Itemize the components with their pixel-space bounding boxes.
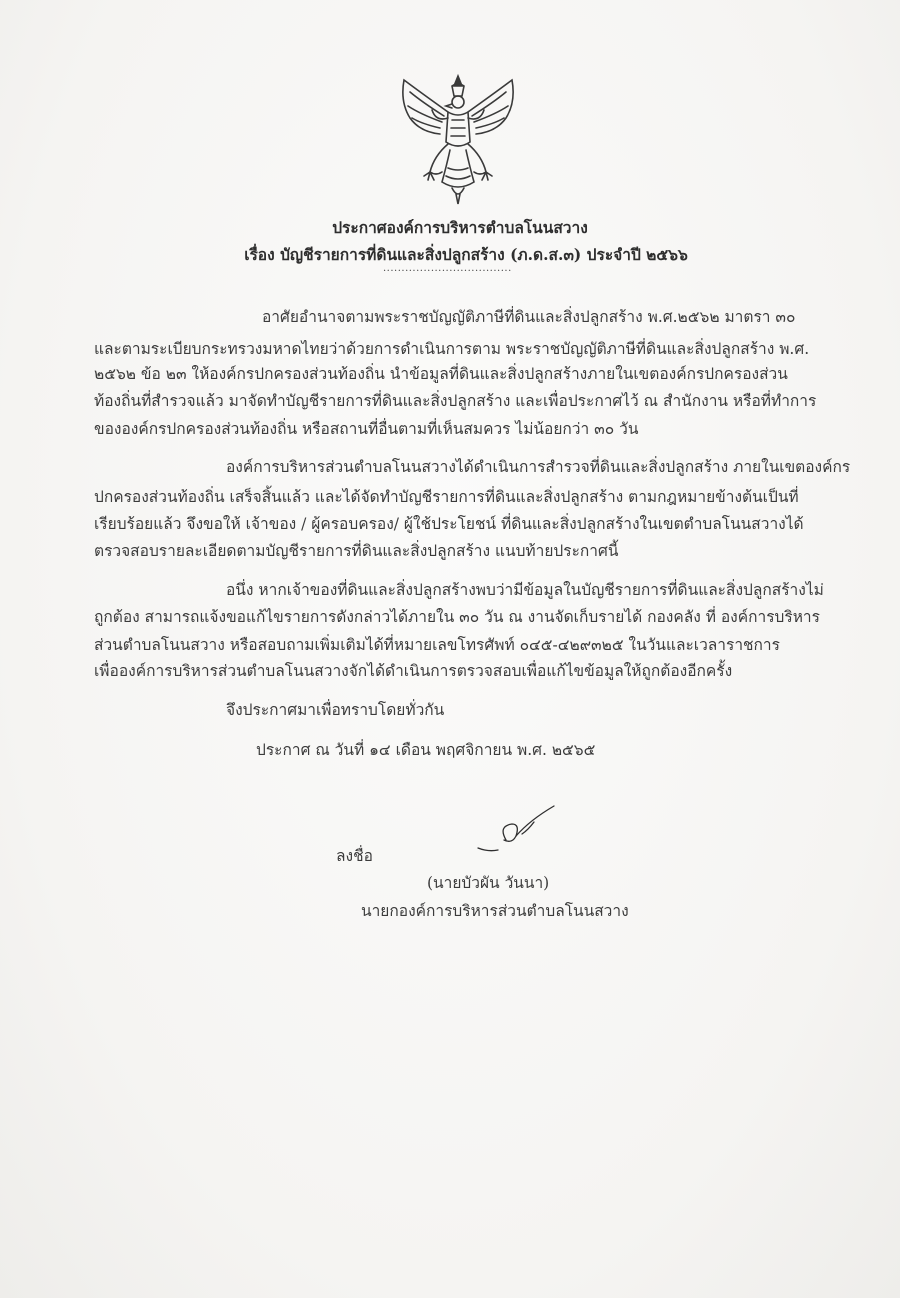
paragraph-3-line-3: ส่วนตำบลโนนสวาง หรือสอบถามเพิ่มเติมได้ที่หมายเลขโทรศัพท์ ๐๔๕-๔๒๙๓๒๕ ในวันและเวลาราชการ xyxy=(94,636,780,654)
paragraph-2-line-4: ตรวจสอบรายละเอียดตามบัญชีรายการที่ดินและสิ่งปลูกสร้าง แนบท้ายประกาศนี้ xyxy=(94,542,619,560)
paragraph-2-line-1: องค์การบริหารส่วนตำบลโนนสวางได้ดำเนินการสำรวจที่ดินและสิ่งปลูกสร้าง ภายในเขตองค์กร xyxy=(226,458,851,476)
paragraph-3-line-4: เพื่อองค์การบริหารส่วนตำบลโนนสวางจักได้ดำเนินการตรวจสอบเพื่อแก้ไขข้อมูลให้ถูกต้องอีกครั้ง xyxy=(94,662,733,680)
signatory-position: นายกองค์การบริหารส่วนตำบลโนนสวาง xyxy=(361,902,629,920)
garuda-emblem-icon xyxy=(390,72,526,208)
paragraph-3-line-1: อนึ่ง หากเจ้าของที่ดินและสิ่งปลูกสร้างพบว่ามีข้อมูลในบัญชีรายการที่ดินและสิ่งปลูกสร้างไม่ xyxy=(226,581,824,599)
paragraph-1-line-5: ขององค์กรปกครองส่วนท้องถิ่น หรือสถานที่อื่นตามที่เห็นสมควร ไม่น้อยกว่า ๓๐ วัน xyxy=(94,420,639,438)
paragraph-1-line-3: ๒๕๖๒ ข้อ ๒๓ ให้องค์กรปกครองส่วนท้องถิ่น นำข้อมูลที่ดินและสิ่งปลูกสร้างภายในเขตองค์กรปกครองส่วน xyxy=(94,365,788,383)
handwritten-signature-icon xyxy=(468,800,568,860)
signature-label: ลงชื่อ xyxy=(336,847,373,865)
announcement-date: ประกาศ ณ วันที่ ๑๔ เดือน พฤศจิกายน พ.ศ. ๒๕๖๕ xyxy=(256,741,596,759)
paragraph-2-line-3: เรียบร้อยแล้ว จึงขอให้ เจ้าของ / ผู้ครอบครอง/ ผู้ใช้ประโยชน์ ที่ดินและสิ่งปลูกสร้างในเขตตำบลโนนสวางได้ xyxy=(94,515,804,533)
paragraph-1-line-2: และตามระเบียบกระทรวงมหาดไทยว่าด้วยการดำเนินการตาม พระราชบัญญัติภาษีที่ดินและสิ่งปลูกสร้าง พ.ศ. xyxy=(94,340,810,358)
paragraph-1-line-1: อาศัยอำนาจตามพระราชบัญญัติภาษีที่ดินและสิ่งปลูกสร้าง พ.ศ.๒๕๖๒ มาตรา ๓๐ xyxy=(262,308,796,326)
announcement-subject: เรื่อง บัญชีรายการที่ดินและสิ่งปลูกสร้าง (ภ.ด.ส.๓) ประจำปี ๒๕๖๖ xyxy=(244,245,688,264)
announcement-title: ประกาศองค์การบริหารตำบลโนนสวาง xyxy=(332,218,588,237)
paragraph-2-line-2: ปกครองส่วนท้องถิ่น เสร็จสิ้นแล้ว และได้จัดทำบัญชีรายการที่ดินและสิ่งปลูกสร้าง ตามกฎหมายข้างต้นเป็นที่ xyxy=(94,488,799,506)
title-separator: ................................... xyxy=(383,263,512,274)
signatory-name: (นายบัวผัน วันนา) xyxy=(427,874,550,892)
paragraph-1-line-4: ท้องถิ่นที่สำรวจแล้ว มาจัดทำบัญชีรายการที่ดินและสิ่งปลูกสร้าง และเพื่อประกาศไว้ ณ สำนักงาน หรือที่ทำการ xyxy=(94,392,817,410)
closing-statement: จึงประกาศมาเพื่อทราบโดยทั่วกัน xyxy=(226,701,445,719)
paragraph-3-line-2: ถูกต้อง สามารถแจ้งขอแก้ไขรายการดังกล่าวได้ภายใน ๓๐ วัน ณ งานจัดเก็บรายได้ กองคลัง ที่ องค์การบริหาร xyxy=(94,608,820,626)
